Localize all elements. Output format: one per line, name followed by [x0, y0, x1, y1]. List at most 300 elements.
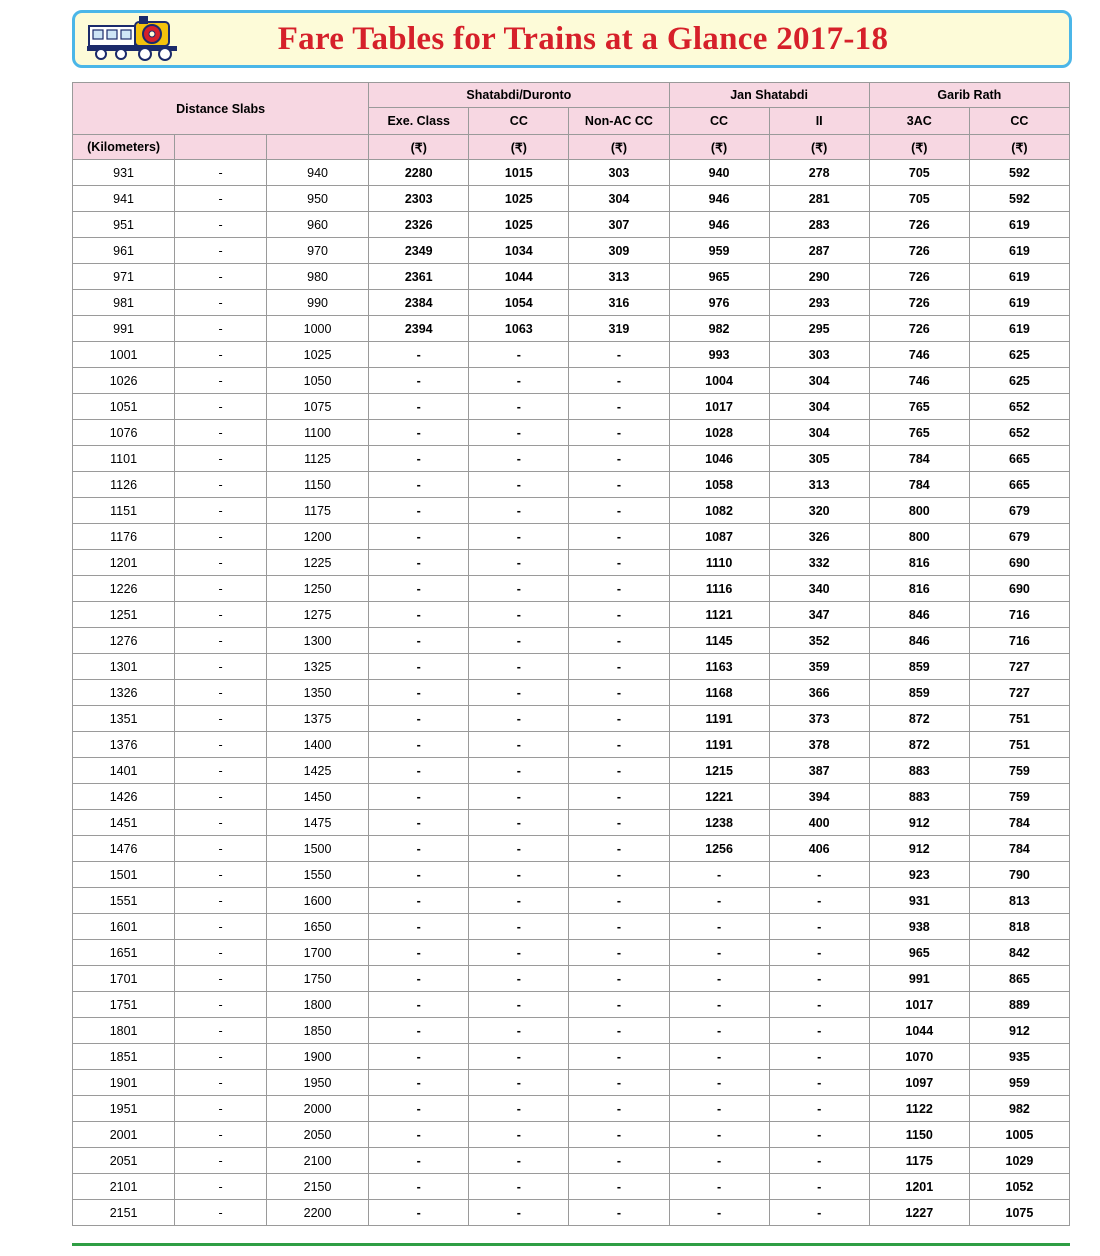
fare-cc-shatabdi: 1025 [469, 212, 569, 238]
slab-from: 1601 [73, 914, 175, 940]
fare-cc-shatabdi: - [469, 680, 569, 706]
slab-to: 1250 [266, 576, 368, 602]
fare-exe-class: - [369, 810, 469, 836]
page-title: Fare Tables for Trains at a Glance 2017-18 [277, 20, 889, 57]
slab-to: 950 [266, 186, 368, 212]
fare-second-class: 293 [769, 290, 869, 316]
slab-to: 1150 [266, 472, 368, 498]
fare-3ac: 726 [869, 264, 969, 290]
column-header-exe-class: Exe. Class [369, 108, 469, 135]
fare-second-class: - [769, 1174, 869, 1200]
table-row [73, 1200, 1070, 1226]
table-row [73, 1148, 1070, 1174]
slab-from: 2001 [73, 1122, 175, 1148]
fare-second-class: 373 [769, 706, 869, 732]
table-row [73, 1070, 1070, 1096]
fare-cc-jan-shatabdi: 1046 [669, 446, 769, 472]
fare-cc-shatabdi: - [469, 1044, 569, 1070]
fare-cc-garib-rath: 759 [969, 784, 1069, 810]
slab-from: 931 [73, 160, 175, 186]
table-row [73, 1174, 1070, 1200]
fare-cc-garib-rath: 759 [969, 758, 1069, 784]
fare-cc-jan-shatabdi: 1121 [669, 602, 769, 628]
fare-cc-garib-rath: 727 [969, 680, 1069, 706]
fare-exe-class: 2394 [369, 316, 469, 342]
fare-cc-jan-shatabdi: 1004 [669, 368, 769, 394]
slab-separator: - [175, 940, 267, 966]
fare-cc-shatabdi: - [469, 1018, 569, 1044]
fare-exe-class: - [369, 940, 469, 966]
slab-from: 1951 [73, 1096, 175, 1122]
fare-3ac: 705 [869, 186, 969, 212]
slab-separator: - [175, 888, 267, 914]
fare-cc-shatabdi: - [469, 1200, 569, 1226]
slab-separator: - [175, 758, 267, 784]
fare-non-ac-cc: - [569, 420, 669, 446]
blank-header-to [266, 135, 368, 160]
fare-cc-shatabdi: - [469, 732, 569, 758]
fare-exe-class: - [369, 732, 469, 758]
table-row [73, 706, 1070, 732]
fare-3ac: 859 [869, 680, 969, 706]
fare-cc-garib-rath: 784 [969, 810, 1069, 836]
fare-non-ac-cc: - [569, 836, 669, 862]
fare-3ac: 816 [869, 576, 969, 602]
fare-cc-shatabdi: - [469, 836, 569, 862]
slab-from: 1401 [73, 758, 175, 784]
fare-exe-class: 2280 [369, 160, 469, 186]
fare-cc-garib-rath: 1029 [969, 1148, 1069, 1174]
fare-cc-shatabdi: - [469, 602, 569, 628]
fare-3ac: 1150 [869, 1122, 969, 1148]
slab-from: 1101 [73, 446, 175, 472]
slab-separator: - [175, 446, 267, 472]
fare-second-class: 394 [769, 784, 869, 810]
slab-from: 1501 [73, 862, 175, 888]
fare-cc-garib-rath: 818 [969, 914, 1069, 940]
slab-to: 960 [266, 212, 368, 238]
slab-to: 1375 [266, 706, 368, 732]
fare-second-class: - [769, 966, 869, 992]
fare-cc-jan-shatabdi: 965 [669, 264, 769, 290]
fare-exe-class: 2349 [369, 238, 469, 264]
table-header [73, 83, 1070, 160]
fare-cc-garib-rath: 619 [969, 316, 1069, 342]
table-row [73, 160, 1070, 186]
slab-separator: - [175, 368, 267, 394]
fare-cc-garib-rath: 751 [969, 732, 1069, 758]
fare-cc-jan-shatabdi: 959 [669, 238, 769, 264]
fare-non-ac-cc: 307 [569, 212, 669, 238]
fare-cc-jan-shatabdi: - [669, 1070, 769, 1096]
table-row [73, 264, 1070, 290]
fare-second-class: 304 [769, 394, 869, 420]
slab-to: 1700 [266, 940, 368, 966]
slab-from: 991 [73, 316, 175, 342]
slab-from: 1901 [73, 1070, 175, 1096]
fare-cc-jan-shatabdi: 1087 [669, 524, 769, 550]
slab-to: 1475 [266, 810, 368, 836]
fare-cc-garib-rath: 865 [969, 966, 1069, 992]
table-row [73, 316, 1070, 342]
group-header-shatabdi-duronto: Shatabdi/Duronto [369, 83, 669, 108]
fare-second-class: 352 [769, 628, 869, 654]
slab-separator: - [175, 784, 267, 810]
fare-cc-shatabdi: 1044 [469, 264, 569, 290]
slab-separator: - [175, 160, 267, 186]
slab-from: 971 [73, 264, 175, 290]
fare-second-class: - [769, 862, 869, 888]
slab-to: 940 [266, 160, 368, 186]
slab-from: 1201 [73, 550, 175, 576]
fare-cc-shatabdi: - [469, 498, 569, 524]
table-row [73, 472, 1070, 498]
fare-cc-shatabdi: - [469, 888, 569, 914]
fare-exe-class: - [369, 524, 469, 550]
slab-from: 2151 [73, 1200, 175, 1226]
steam-locomotive-icon [87, 16, 187, 62]
fare-exe-class: - [369, 576, 469, 602]
slab-to: 1950 [266, 1070, 368, 1096]
fare-cc-garib-rath: 619 [969, 238, 1069, 264]
fare-exe-class: - [369, 680, 469, 706]
table-row [73, 290, 1070, 316]
slab-separator: - [175, 810, 267, 836]
slab-separator: - [175, 290, 267, 316]
slab-separator: - [175, 212, 267, 238]
fare-cc-jan-shatabdi: - [669, 992, 769, 1018]
slab-to: 1450 [266, 784, 368, 810]
fare-cc-garib-rath: 625 [969, 342, 1069, 368]
slab-separator: - [175, 342, 267, 368]
fare-cc-shatabdi: - [469, 1070, 569, 1096]
slab-separator: - [175, 602, 267, 628]
slab-separator: - [175, 1018, 267, 1044]
slab-from: 1376 [73, 732, 175, 758]
slab-from: 1701 [73, 966, 175, 992]
fare-cc-garib-rath: 982 [969, 1096, 1069, 1122]
slab-to: 1350 [266, 680, 368, 706]
fare-second-class: - [769, 1096, 869, 1122]
currency-cc-shatabdi: (₹) [469, 135, 569, 160]
slab-from: 1551 [73, 888, 175, 914]
fare-cc-jan-shatabdi: 946 [669, 212, 769, 238]
slab-to: 1275 [266, 602, 368, 628]
fare-exe-class: - [369, 1070, 469, 1096]
fare-cc-garib-rath: 665 [969, 472, 1069, 498]
slab-from: 2101 [73, 1174, 175, 1200]
fare-non-ac-cc: - [569, 576, 669, 602]
fare-cc-jan-shatabdi: 1145 [669, 628, 769, 654]
slab-separator: - [175, 1174, 267, 1200]
fare-cc-garib-rath: 784 [969, 836, 1069, 862]
fare-cc-jan-shatabdi: 1028 [669, 420, 769, 446]
fare-cc-garib-rath: 716 [969, 628, 1069, 654]
fare-cc-garib-rath: 813 [969, 888, 1069, 914]
fare-3ac: 883 [869, 784, 969, 810]
slab-separator: - [175, 654, 267, 680]
table-row [73, 602, 1070, 628]
fare-second-class: 400 [769, 810, 869, 836]
slab-from: 1326 [73, 680, 175, 706]
fare-cc-jan-shatabdi: - [669, 1096, 769, 1122]
fare-cc-shatabdi: 1034 [469, 238, 569, 264]
slab-from: 1351 [73, 706, 175, 732]
table-row [73, 368, 1070, 394]
slab-separator: - [175, 524, 267, 550]
fare-non-ac-cc: - [569, 810, 669, 836]
slab-separator: - [175, 1096, 267, 1122]
slab-separator: - [175, 1122, 267, 1148]
fare-cc-jan-shatabdi: 982 [669, 316, 769, 342]
slab-from: 1026 [73, 368, 175, 394]
fare-exe-class: - [369, 1044, 469, 1070]
fare-non-ac-cc: - [569, 524, 669, 550]
fare-second-class: 313 [769, 472, 869, 498]
slab-separator: - [175, 264, 267, 290]
fare-exe-class: - [369, 966, 469, 992]
fare-3ac: 726 [869, 290, 969, 316]
table-body [73, 160, 1070, 1226]
fare-cc-jan-shatabdi: 1191 [669, 706, 769, 732]
slab-from: 941 [73, 186, 175, 212]
fare-exe-class: - [369, 472, 469, 498]
fare-3ac: 784 [869, 472, 969, 498]
fare-3ac: 1017 [869, 992, 969, 1018]
table-row [73, 394, 1070, 420]
table-row [73, 784, 1070, 810]
fare-exe-class: - [369, 368, 469, 394]
fare-cc-jan-shatabdi: 993 [669, 342, 769, 368]
fare-second-class: - [769, 1018, 869, 1044]
fare-3ac: 931 [869, 888, 969, 914]
fare-second-class: 283 [769, 212, 869, 238]
fare-exe-class: - [369, 992, 469, 1018]
fare-3ac: 784 [869, 446, 969, 472]
slab-to: 1900 [266, 1044, 368, 1070]
fare-3ac: 846 [869, 602, 969, 628]
slab-from: 1476 [73, 836, 175, 862]
fare-cc-garib-rath: 619 [969, 212, 1069, 238]
fare-cc-jan-shatabdi: - [669, 1044, 769, 1070]
fare-3ac: 923 [869, 862, 969, 888]
fare-cc-garib-rath: 592 [969, 160, 1069, 186]
fare-second-class: - [769, 1070, 869, 1096]
fare-cc-shatabdi: - [469, 810, 569, 836]
fare-exe-class: - [369, 1200, 469, 1226]
fare-cc-shatabdi: - [469, 1122, 569, 1148]
fare-second-class: 304 [769, 368, 869, 394]
fare-second-class: 387 [769, 758, 869, 784]
fare-cc-shatabdi: - [469, 342, 569, 368]
fare-cc-jan-shatabdi: 1168 [669, 680, 769, 706]
slab-separator: - [175, 550, 267, 576]
kilometers-label: (Kilometers) [73, 135, 175, 160]
fare-second-class: - [769, 1044, 869, 1070]
fare-cc-garib-rath: 652 [969, 420, 1069, 446]
fare-second-class: - [769, 940, 869, 966]
fare-cc-jan-shatabdi: - [669, 914, 769, 940]
slab-from: 1251 [73, 602, 175, 628]
slab-separator: - [175, 576, 267, 602]
slab-separator: - [175, 394, 267, 420]
slab-separator: - [175, 186, 267, 212]
fare-cc-shatabdi: - [469, 394, 569, 420]
fare-table [72, 82, 1070, 1226]
fare-cc-jan-shatabdi: 1221 [669, 784, 769, 810]
fare-cc-garib-rath: 690 [969, 576, 1069, 602]
fare-exe-class: - [369, 862, 469, 888]
slab-from: 1126 [73, 472, 175, 498]
fare-non-ac-cc: - [569, 784, 669, 810]
slab-from: 1176 [73, 524, 175, 550]
fare-3ac: 816 [869, 550, 969, 576]
fare-cc-jan-shatabdi: 1238 [669, 810, 769, 836]
fare-exe-class: - [369, 1018, 469, 1044]
slab-to: 2200 [266, 1200, 368, 1226]
fare-second-class: 290 [769, 264, 869, 290]
fare-3ac: 746 [869, 368, 969, 394]
slab-to: 1050 [266, 368, 368, 394]
fare-non-ac-cc: - [569, 940, 669, 966]
header-currency-row [73, 135, 1070, 160]
fare-cc-garib-rath: 842 [969, 940, 1069, 966]
fare-3ac: 726 [869, 212, 969, 238]
slab-from: 1276 [73, 628, 175, 654]
fare-non-ac-cc: - [569, 992, 669, 1018]
group-header-jan-shatabdi: Jan Shatabdi [669, 83, 869, 108]
fare-3ac: 1175 [869, 1148, 969, 1174]
fare-3ac: 912 [869, 810, 969, 836]
fare-second-class: 326 [769, 524, 869, 550]
fare-exe-class: - [369, 1148, 469, 1174]
fare-table-page [0, 10, 1100, 1256]
fare-cc-garib-rath: 679 [969, 498, 1069, 524]
fare-3ac: 800 [869, 498, 969, 524]
slab-separator: - [175, 706, 267, 732]
fare-cc-shatabdi: - [469, 446, 569, 472]
fare-cc-jan-shatabdi: - [669, 940, 769, 966]
table-row [73, 732, 1070, 758]
fare-3ac: 1097 [869, 1070, 969, 1096]
fare-cc-jan-shatabdi: 976 [669, 290, 769, 316]
title-banner [72, 10, 1072, 68]
fare-non-ac-cc: - [569, 654, 669, 680]
fare-non-ac-cc: - [569, 1018, 669, 1044]
fare-cc-garib-rath: 625 [969, 368, 1069, 394]
fare-second-class: - [769, 888, 869, 914]
table-row [73, 1018, 1070, 1044]
fare-second-class: 278 [769, 160, 869, 186]
fare-cc-shatabdi: - [469, 1148, 569, 1174]
fare-second-class: - [769, 1122, 869, 1148]
fare-cc-jan-shatabdi: 1256 [669, 836, 769, 862]
slab-separator: - [175, 316, 267, 342]
fare-cc-garib-rath: 716 [969, 602, 1069, 628]
fare-second-class: 303 [769, 342, 869, 368]
fare-non-ac-cc: - [569, 1200, 669, 1226]
fare-cc-garib-rath: 690 [969, 550, 1069, 576]
fare-exe-class: 2361 [369, 264, 469, 290]
slab-to: 990 [266, 290, 368, 316]
slab-to: 1075 [266, 394, 368, 420]
slab-from: 1426 [73, 784, 175, 810]
fare-non-ac-cc: - [569, 1044, 669, 1070]
fare-cc-garib-rath: 959 [969, 1070, 1069, 1096]
fare-3ac: 846 [869, 628, 969, 654]
fare-non-ac-cc: - [569, 446, 669, 472]
group-header-garib-rath: Garib Rath [869, 83, 1069, 108]
fare-cc-garib-rath: 1052 [969, 1174, 1069, 1200]
fare-cc-shatabdi: - [469, 1096, 569, 1122]
slab-separator: - [175, 628, 267, 654]
fare-3ac: 872 [869, 706, 969, 732]
fare-cc-shatabdi: - [469, 628, 569, 654]
fare-cc-jan-shatabdi: 1058 [669, 472, 769, 498]
fare-cc-jan-shatabdi: - [669, 1122, 769, 1148]
fare-second-class: 359 [769, 654, 869, 680]
table-row [73, 524, 1070, 550]
fare-exe-class: - [369, 628, 469, 654]
fare-cc-jan-shatabdi: 1017 [669, 394, 769, 420]
fare-cc-garib-rath: 652 [969, 394, 1069, 420]
slab-separator: - [175, 732, 267, 758]
fare-cc-garib-rath: 592 [969, 186, 1069, 212]
blank-header-sep [175, 135, 267, 160]
table-row [73, 810, 1070, 836]
fare-cc-jan-shatabdi: - [669, 1200, 769, 1226]
fare-non-ac-cc: - [569, 862, 669, 888]
fare-non-ac-cc: - [569, 368, 669, 394]
fare-3ac: 1122 [869, 1096, 969, 1122]
column-header-cc-shatabdi: CC [469, 108, 569, 135]
slab-separator: - [175, 862, 267, 888]
fare-second-class: 406 [769, 836, 869, 862]
slab-to: 1600 [266, 888, 368, 914]
slab-separator: - [175, 238, 267, 264]
fare-cc-garib-rath: 619 [969, 290, 1069, 316]
fare-cc-shatabdi: - [469, 472, 569, 498]
slab-separator: - [175, 1148, 267, 1174]
column-header-3ac: 3AC [869, 108, 969, 135]
fare-3ac: 765 [869, 420, 969, 446]
fare-3ac: 746 [869, 342, 969, 368]
fare-non-ac-cc: 313 [569, 264, 669, 290]
fare-exe-class: 2326 [369, 212, 469, 238]
fare-cc-jan-shatabdi: 1215 [669, 758, 769, 784]
fare-non-ac-cc: - [569, 628, 669, 654]
fare-non-ac-cc: 303 [569, 160, 669, 186]
table-row [73, 1096, 1070, 1122]
fare-second-class: 340 [769, 576, 869, 602]
slab-separator: - [175, 498, 267, 524]
fare-exe-class: - [369, 758, 469, 784]
fare-second-class: - [769, 914, 869, 940]
fare-cc-shatabdi: - [469, 654, 569, 680]
fare-cc-jan-shatabdi: - [669, 1148, 769, 1174]
slab-separator: - [175, 1200, 267, 1226]
currency-cc-garib-rath: (₹) [969, 135, 1069, 160]
fare-cc-shatabdi: - [469, 368, 569, 394]
fare-non-ac-cc: - [569, 602, 669, 628]
slab-to: 1750 [266, 966, 368, 992]
fare-cc-garib-rath: 1005 [969, 1122, 1069, 1148]
fare-cc-shatabdi: 1025 [469, 186, 569, 212]
fare-cc-shatabdi: - [469, 524, 569, 550]
table-row [73, 940, 1070, 966]
fare-non-ac-cc: - [569, 732, 669, 758]
table-row [73, 758, 1070, 784]
